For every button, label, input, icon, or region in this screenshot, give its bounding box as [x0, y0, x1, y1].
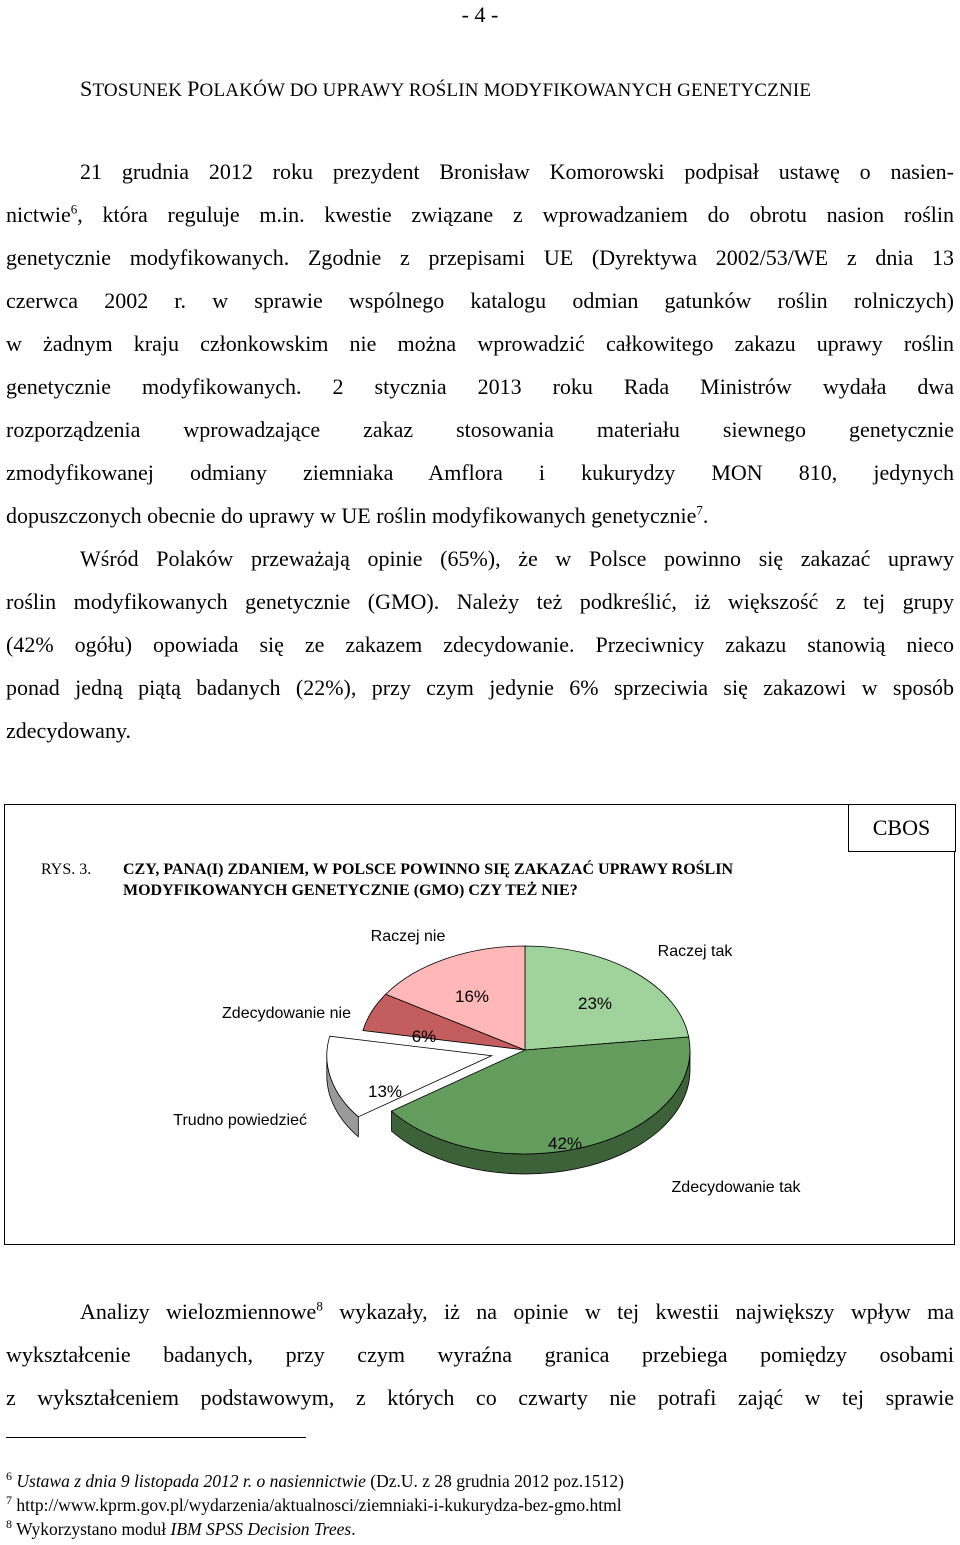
paragraph-opinions: Wśród Polaków przeważają opinie (65%), że w Polsce powinno się zakazać uprawy roślin modyfikowanych genetycznie (GMO). Należy też podkreślić, iż większość z tej grupy (42% ogółu) opowiada się ze zakazem zdecydowanie. Przeciwnicy zakazu stanowią nieco ponad jedną piątą badanych (22%), przy czym jedynie 6% sprzeciwia się zakazowi w sposób zdecydowany. [6, 546, 954, 743]
page-number: - 4 - [461, 2, 499, 27]
figure-box [4, 804, 955, 1245]
footnote-separator [6, 1437, 306, 1438]
title-part: TOSUNEK [92, 80, 188, 101]
title-part: P [187, 76, 200, 101]
paragraph-analysis: Analizy wielozmiennowe$^8$ wykazały, iż na opinie w tej kwestii największy wpływ ma wykształcenie badanych, przy czym wyraźna granica przebiega pomiędzy osobami z wykształceniem podstawowym, z których co czwarty nie potrafi zająć w tej sprawie [6, 1298, 954, 1410]
p1-line: 21 grudnia 2012 roku prezydent Bronisław Komorowski podpisał ustawę o nasien- [80, 159, 954, 184]
footnote-6: $^6$ Ustawa z dnia 9 listopada 2012 r. o nasiennictwie (Dz.U. z 28 grudnia 2012 poz.1512) [6, 1469, 624, 1491]
figure-question: CZY, PANA(I) ZDANIEM, W POLSCE POWINNO SIĘ ZAKAZAĆ UPRAWY ROŚLIN MODYFIKOWANYCH GENETYCZNIE (GMO) CZY TEŻ NIE? [123, 861, 733, 899]
section-title [80, 76, 811, 102]
pie-value-label: 13% [367, 1082, 403, 1101]
pie-category-label: Zdecydowanie nie [222, 1005, 351, 1022]
pie-value-label: 6% [411, 1027, 437, 1046]
title-part: OLAKÓW DO UPRAWY ROŚLIN MODYFIKOWANYCH GENETYCZNIE [199, 80, 812, 101]
cbos-badge: CBOS [848, 804, 956, 852]
pie-category-label: Trudno powiedzieć [173, 1112, 307, 1129]
pie-value-label: 42% [547, 1134, 583, 1153]
footnote-7: $^7$ http://www.kprm.gov.pl/wydarzenia/aktualnosci/ziemniaki-i-kukurydza-bez-gmo.html [6, 1493, 622, 1515]
figure-label: RYS. 3. [41, 861, 92, 878]
footnote-8: $^8$ Wykorzystano moduł IBM SPSS Decision Trees. [6, 1517, 356, 1539]
title-part: S [80, 76, 93, 101]
footnote-link[interactable]: http://www.kprm.gov.pl/wydarzenia/aktualnosci/ziemniaki-i-kukurydza-bez-gmo.html [16, 1495, 622, 1515]
footnote-ref-8[interactable]: 8 [316, 1298, 323, 1314]
pie-value-label: 16% [454, 987, 490, 1006]
footnote-ref-7[interactable]: 7 [696, 502, 703, 518]
pie-category-label: Raczej nie [370, 928, 446, 945]
pie-value-label: 23% [577, 994, 613, 1013]
footnote-ref-6[interactable]: 6 [70, 201, 78, 217]
pie-category-label: Zdecydowanie tak [671, 1179, 801, 1196]
pie-category-label: Raczej tak [657, 943, 733, 960]
paragraph-intro: 21 grudnia 2012 roku prezydent Bronisław Komorowski podpisał ustawę o nasien- nictwie$^6$, która reguluje m.in. kwestie związane z wprowadzaniem do obrotu nasion roślin genetycznie modyfikowanych. Zgodnie z przepisami UE (Dyrektywa 2002/53/WE z dnia 13 czerwca 2002 r. w sprawie wspólnego katalogu odmian gatunków roślin rolniczych) w żadnym kraju członkowskim nie można wprowadzić całkowitego zakazu uprawy roślin genetycznie modyfikowanych. 2 stycznia 2013 roku Rada Ministrów wydała dwa rozporządzenia wprowadzające zakaz stosowania materiału siewnego genetycznie zmodyfikowanej odmiany ziemniaka Amflora i kukurydzy MON 810, jedynych dopuszczonych obecnie do uprawy w UE roślin modyfikowanych genetycznie$^7$. [6, 159, 954, 528]
